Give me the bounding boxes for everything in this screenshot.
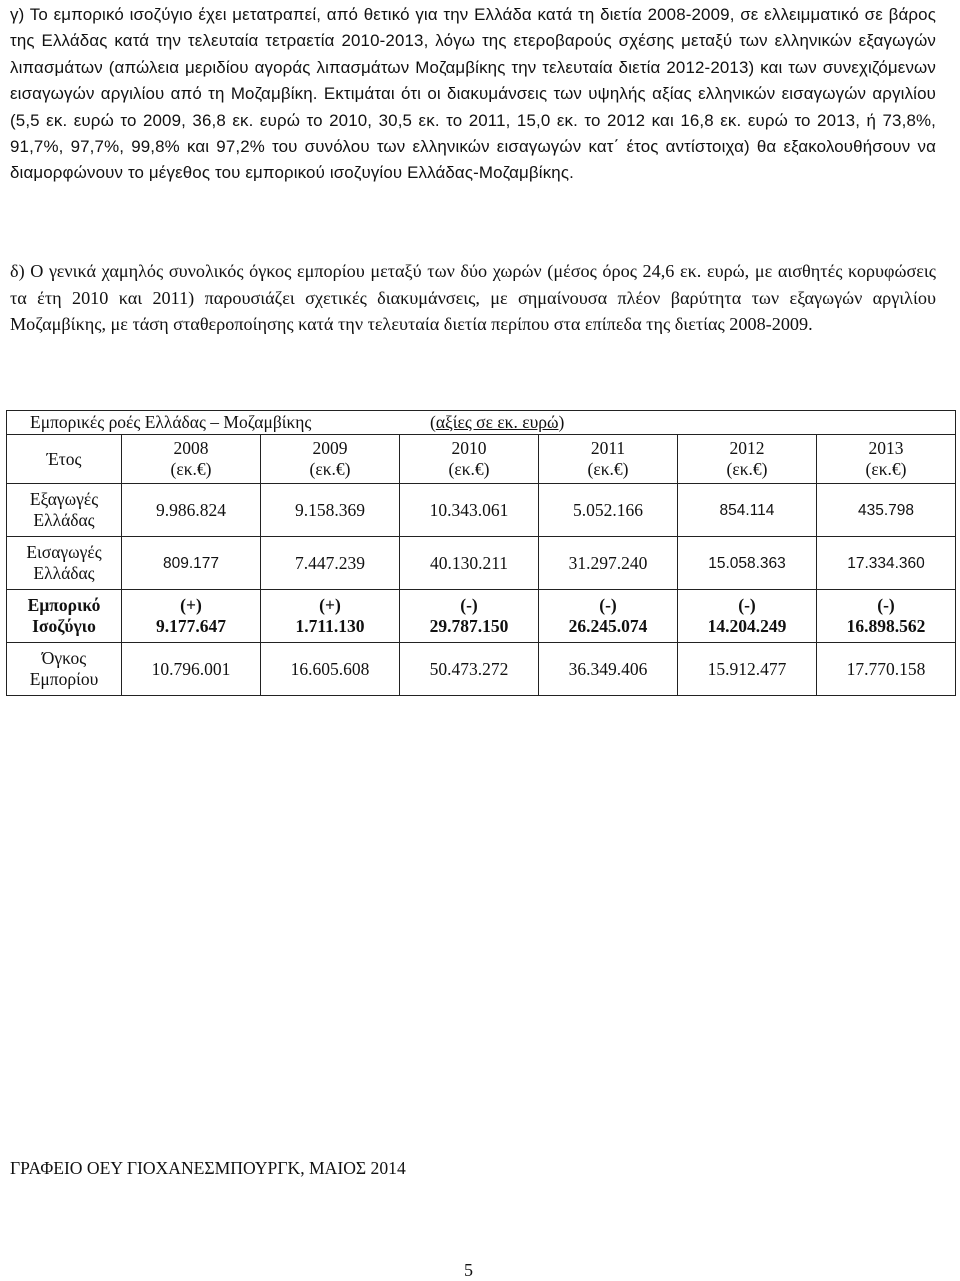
- table-row-imports: [7, 537, 956, 590]
- table-cell: 17.334.360: [817, 537, 956, 590]
- trade-flows-table: [6, 410, 956, 696]
- table-cell: 5.052.166: [539, 484, 678, 537]
- balance-value: 14.204.249: [707, 616, 787, 636]
- balance-value: 16.898.562: [846, 616, 926, 636]
- year-unit: (εκ.€): [309, 459, 351, 479]
- year-col-2009: [261, 435, 400, 484]
- table-cell: [539, 590, 678, 643]
- page-number: 5: [464, 1260, 473, 1280]
- table-cell: 15.912.477: [678, 643, 817, 696]
- table-cell: 17.770.158: [817, 643, 956, 696]
- row-label-line: Ισοζύγιο: [32, 616, 96, 636]
- year-col-2012: [678, 435, 817, 484]
- unit-note-text: αξίες σε εκ. ευρώ: [435, 412, 559, 432]
- row-label-line: Ελλάδας: [33, 510, 95, 530]
- balance-value: 9.177.647: [156, 616, 226, 636]
- table-cell: 50.473.272: [400, 643, 539, 696]
- table-cell: 435.798: [817, 484, 956, 537]
- row-label-imports: [7, 537, 122, 590]
- table-cell: 9.158.369: [261, 484, 400, 537]
- table-cell: [261, 590, 400, 643]
- table-cell: 9.986.824: [122, 484, 261, 537]
- balance-sign: (-): [738, 595, 756, 615]
- year-header: Έτος: [7, 435, 122, 484]
- balance-sign: (-): [460, 595, 478, 615]
- row-label-exports: [7, 484, 122, 537]
- balance-value: 1.711.130: [295, 616, 365, 636]
- year-unit: (εκ.€): [587, 459, 629, 479]
- paragraph-delta: δ) Ο γενικά χαμηλός συνολικός όγκος εμπορίου μεταξύ των δύο χωρών (μέσος όρος 24,6 εκ. ευρώ, με αισθητές κορυφώσεις τα έτη 2010 και 2011) παρουσιάζει σχετικές διακυμάνσεις, με σημαίνουσα πλέον βαρύτητα των εξαγωγών αργιλίου Μοζαμβίκης, με τάση σταθεροποίησης κατά την τελευταία διετία περίπου στα επίπεδα της διετίας 2008-2009.: [10, 261, 936, 334]
- unit-note-close: ): [558, 412, 565, 432]
- row-label-line: Εισαγωγές: [26, 542, 102, 562]
- table-cell: 854.114: [678, 484, 817, 537]
- table-title-cell: [7, 411, 956, 435]
- table-cell: 10.343.061: [400, 484, 539, 537]
- year-unit: (εκ.€): [726, 459, 768, 479]
- table-cell: 10.796.001: [122, 643, 261, 696]
- year-unit: (εκ.€): [448, 459, 490, 479]
- paragraph-gamma: γ) Το εμπορικό ισοζύγιο έχει μετατραπεί, από θετικό για την Ελλάδα κατά τη διετία 2008-2009, σε ελλειμματικό σε βάρος της Ελλάδας κατά την τελευταία τετραετία 2010-2013, λόγω της ετεροβαρούς σχέσης μεταξύ των ελληνικών εξαγωγών λιπασμάτων (απώλεια μεριδίου αγοράς λιπασμάτων Μοζαμβίκης την τελευταία διετία 2012-2013) και των συνεχιζόμενων εισαγωγών αργιλίου από τη Μοζαμβίκη. Εκτιμάται ότι οι διακυμάνσεις των υψηλής αξίας ελληνικών εισαγωγών αργιλίου (5,5 εκ. ευρώ το 2009, 36,8 εκ. ευρώ το 2010, 30,5 εκ. το 2011, 15,0 εκ. το 2012 και 16,8 εκ. ευρώ το 2013, ή 73,8%, 91,7%, 97,7%, 99,8% και 97,2% του συνόλου των ελληνικών εισαγωγών κατ΄ έτος αντίστοιχα) θα εξακολουθήσουν να διαμορφώνουν το μέγεθος του εμπορικού ισοζυγίου Ελλάδας-Μοζαμβίκης.: [10, 5, 936, 183]
- table-cell: 16.605.608: [261, 643, 400, 696]
- year-label: 2011: [590, 438, 626, 458]
- table-cell: 40.130.211: [400, 537, 539, 590]
- year-col-2010: [400, 435, 539, 484]
- table-title: Εμπορικές ροές Ελλάδας – Μοζαμβίκης: [30, 412, 312, 432]
- table-cell: [817, 590, 956, 643]
- row-label-line: Εξαγωγές: [29, 489, 99, 509]
- year-label: 2010: [451, 438, 487, 458]
- year-unit: (εκ.€): [170, 459, 212, 479]
- year-label: 2009: [312, 438, 348, 458]
- table-unit-note: [430, 412, 564, 433]
- year-label: 2013: [868, 438, 904, 458]
- row-label-line: Εμπορικό: [27, 595, 101, 615]
- table-cell: 31.297.240: [539, 537, 678, 590]
- table-cell: 36.349.406: [539, 643, 678, 696]
- table-header-row: [7, 435, 956, 484]
- year-col-2008: [122, 435, 261, 484]
- table-cell: [678, 590, 817, 643]
- table-cell: [122, 590, 261, 643]
- balance-sign: (-): [877, 595, 895, 615]
- table-cell: [400, 590, 539, 643]
- table-row-balance: [7, 590, 956, 643]
- balance-value: 26.245.074: [568, 616, 648, 636]
- table-row-volume: [7, 643, 956, 696]
- year-col-2011: [539, 435, 678, 484]
- table-cell: 7.447.239: [261, 537, 400, 590]
- footer-note: ΓΡΑΦΕΙΟ ΟΕΥ ΓΙΟΧΑΝΕΣΜΠΟΥΡΓΚ, ΜΑΙΟΣ 2014: [10, 1158, 406, 1178]
- year-label: 2012: [729, 438, 765, 458]
- row-label-line: Ελλάδας: [33, 563, 95, 583]
- year-col-2013: [817, 435, 956, 484]
- row-label-line: Εμπορίου: [29, 669, 99, 689]
- row-label-volume: [7, 643, 122, 696]
- table-row-exports: [7, 484, 956, 537]
- year-unit: (εκ.€): [865, 459, 907, 479]
- table-cell: 15.058.363: [678, 537, 817, 590]
- table-cell: 809.177: [122, 537, 261, 590]
- balance-sign: (+): [319, 595, 341, 615]
- balance-sign: (+): [180, 595, 202, 615]
- balance-value: 29.787.150: [429, 616, 509, 636]
- year-label: 2008: [173, 438, 209, 458]
- table-title-row: [7, 411, 956, 435]
- unit-note-open: (: [430, 412, 436, 432]
- row-label-balance: [7, 590, 122, 643]
- balance-sign: (-): [599, 595, 617, 615]
- row-label-line: Όγκος: [41, 648, 87, 668]
